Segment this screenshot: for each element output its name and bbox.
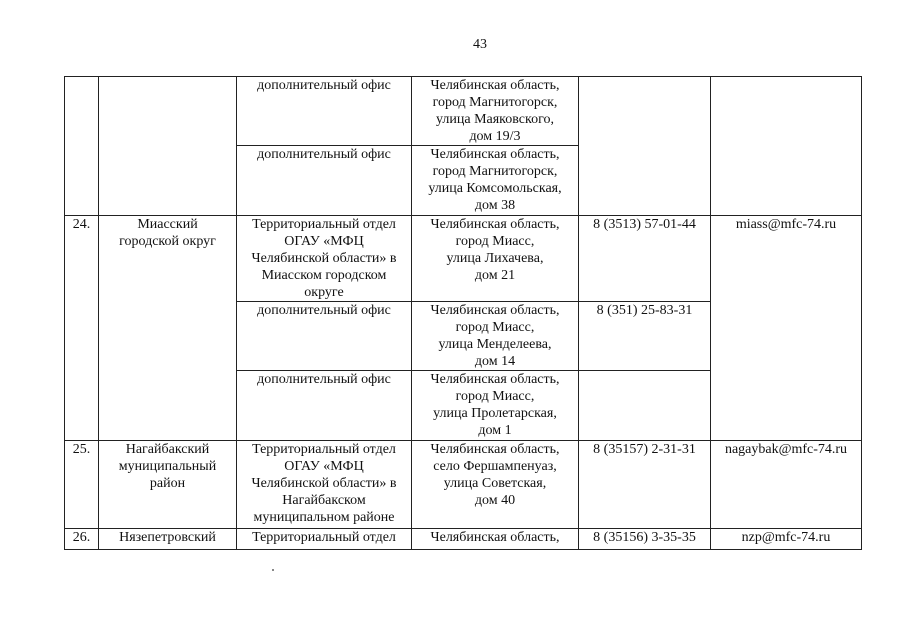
row-number: 25.: [72, 442, 91, 457]
address-text: Челябинская область, город Магнитогорск, улица Маяковского, дом 19/3: [430, 78, 560, 144]
email-address: miass@mfc-74.ru: [735, 217, 837, 232]
email-cell: [711, 216, 862, 441]
phone-number: 8 (35156) 3-35-35: [593, 530, 696, 545]
district-name: Нагайбакский муниципальный район: [118, 442, 217, 491]
department-text: Территориальный отдел ОГАУ «МФЦ Челябинской области» в Нагайбакском муниципальном районе: [251, 442, 397, 525]
email-address: nagaybak@mfc-74.ru: [724, 442, 848, 457]
department-text: дополнительный офис: [257, 147, 391, 162]
district-cell: [99, 529, 237, 550]
phone-cell: [579, 216, 711, 302]
district-cell: [99, 441, 237, 529]
row-number-cell: [65, 529, 99, 550]
row-number-cell: [65, 441, 99, 529]
table-row: [65, 529, 862, 550]
department-text: Территориальный отдел: [252, 530, 396, 545]
address-cell: [412, 77, 579, 146]
table-row: [65, 77, 862, 146]
table-row: [65, 441, 862, 529]
address-cell: [412, 216, 579, 302]
email-cell: [711, 77, 862, 216]
department-cell: [237, 216, 412, 302]
phone-number: 8 (351) 25-83-31: [596, 303, 693, 318]
mfc-offices-table: [64, 76, 862, 550]
department-text: Территориальный отдел ОГАУ «МФЦ Челябинской области» в Миасском городском округе: [251, 217, 397, 300]
address-cell: [412, 302, 579, 371]
address-cell: [412, 371, 579, 441]
address-text: Челябинская область, город Миасс, улица Пролетарская, дом 1: [430, 372, 560, 438]
department-cell: [237, 529, 412, 550]
district-cell: [99, 77, 237, 216]
address-text: Челябинская область, город Миасс, улица Менделеева, дом 14: [430, 303, 560, 369]
address-cell: [412, 146, 579, 216]
department-text: дополнительный офис: [257, 303, 391, 318]
district-name: Нязепетровский: [119, 530, 216, 545]
email-address: nzp@mfc-74.ru: [741, 530, 831, 545]
district-name: Миасский городской округ: [119, 217, 216, 249]
phone-cell: [579, 371, 711, 441]
department-text: дополнительный офис: [257, 78, 391, 93]
phone-number: 8 (3513) 57-01-44: [593, 217, 696, 232]
scan-artifact: [272, 569, 274, 571]
department-text: дополнительный офис: [257, 372, 391, 387]
department-cell: [237, 302, 412, 371]
department-cell: [237, 441, 412, 529]
address-cell: [412, 529, 579, 550]
row-number: 26.: [72, 530, 91, 545]
phone-cell: [579, 529, 711, 550]
row-number-cell: [65, 77, 99, 216]
phone-cell: [579, 77, 711, 216]
address-text: Челябинская область, город Магнитогорск, улица Комсомольская, дом 38: [428, 147, 562, 213]
page-number: 43: [473, 37, 487, 52]
email-cell: [711, 441, 862, 529]
address-text: Челябинская область, село Фершампенуаз, улица Советская, дом 40: [430, 442, 560, 508]
department-cell: [237, 146, 412, 216]
phone-cell: [579, 441, 711, 529]
phone-number: 8 (35157) 2-31-31: [593, 442, 696, 457]
row-number: 24.: [72, 217, 91, 232]
district-cell: [99, 216, 237, 441]
address-text: Челябинская область,: [430, 530, 560, 545]
address-text: Челябинская область, город Миасс, улица Лихачева, дом 21: [430, 217, 560, 283]
address-cell: [412, 441, 579, 529]
table-row: [65, 216, 862, 302]
email-cell: [711, 529, 862, 550]
phone-cell: [579, 302, 711, 371]
row-number-cell: [65, 216, 99, 441]
department-cell: [237, 77, 412, 146]
department-cell: [237, 371, 412, 441]
